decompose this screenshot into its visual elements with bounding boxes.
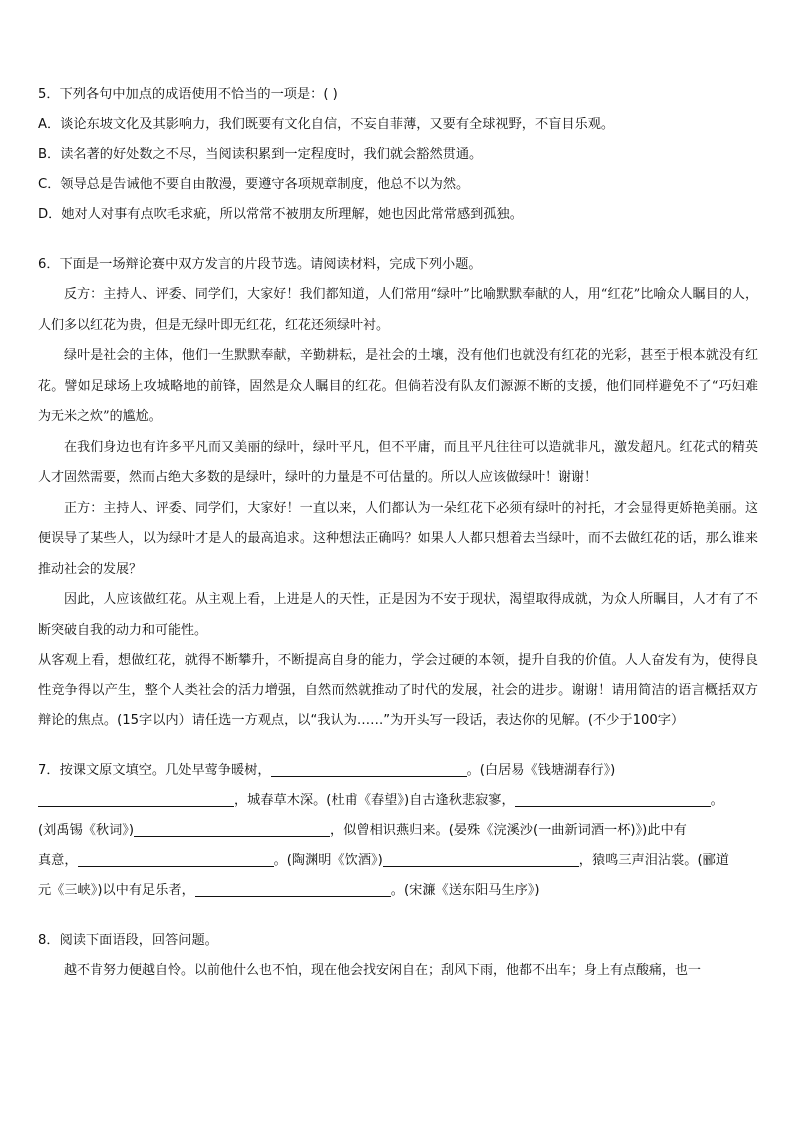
fill-text: ，似曾相识燕归来。(晏殊《浣溪沙(一曲新词酒一杯)》)此中有 xyxy=(330,823,687,838)
reading-para: 越不肯努力便越自怜。以前他什么也不怕，现在他会找安闲自在；刮风下雨，他都不出车；身上有点酸痛，也一 xyxy=(64,963,702,978)
question-6 xyxy=(38,250,758,736)
fill-text: 。(白居易《钱塘湖春行》) xyxy=(466,763,616,778)
fill-line-3 xyxy=(38,816,758,846)
fill-text: ，猿鸣三声泪沾裳。(郦道 xyxy=(578,853,729,868)
spacer xyxy=(38,736,758,756)
fill-text: ，城春草木深。(杜甫《春望》)自古逢秋悲寂寥， xyxy=(234,793,515,808)
fill-line-4 xyxy=(38,846,758,876)
fill-line-1 xyxy=(38,756,758,786)
answer-blank[interactable] xyxy=(383,850,579,867)
debate-para-3: 在我们身边也有许多平凡而又美丽的绿叶，绿叶平凡，但不平庸，而且平凡往往可以造就非凡，激发超凡。红花式的精英人才固然需要，然而占绝大多数的是绿叶，绿叶的力量是不可估量的。所以人应该做绿叶！谢谢！ xyxy=(38,439,758,485)
fill-line-5 xyxy=(38,876,758,906)
answer-blank[interactable] xyxy=(271,760,467,777)
spacer xyxy=(38,230,758,250)
fill-text: 7．按课文原文填空。几处早莺争暖树， xyxy=(38,763,271,778)
debate-para-4: 正方：主持人、评委、同学们，大家好！一直以来，人们都认为一朵红花下必须有绿叶的衬托，才会显得更娇艳美丽。这便误导了某些人，以为绿叶才是人的最高追求。这种想法正确吗？如果人人都只想着去当绿叶，而不去做红花的话，那么谁来推动社会的发展？ xyxy=(38,500,758,577)
answer-blank[interactable] xyxy=(38,790,234,807)
question-7 xyxy=(38,756,758,906)
option-b: B．读名著的好处数之不尽，当阅读积累到一定程度时，我们就会豁然贯通。 xyxy=(38,147,483,162)
question-8-stem: 8．阅读下面语段，回答问题。 xyxy=(38,933,218,948)
question-8 xyxy=(38,926,758,987)
fill-text: 。 xyxy=(710,793,724,808)
debate-para-2: 绿叶是社会的主体，他们一生默默奉献，辛勤耕耘，是社会的土壤，没有他们也就没有红花的光彩，甚至于根本就没有红花。譬如足球场上攻城略地的前锋，固然是众人瞩目的红花。但倘若没有队友们源源不断的支援，他们同样避免不了“巧妇难为无米之炊”的尴尬。 xyxy=(38,348,758,424)
exam-page xyxy=(38,80,758,987)
answer-blank[interactable] xyxy=(195,880,391,897)
option-d: D．她对人对事有点吹毛求疵，所以常常不被朋友所理解，她也因此常常感到孤独。 xyxy=(38,207,523,222)
question-6-stem: 6．下面是一场辩论赛中双方发言的片段节选。请阅读材料，完成下列小题。 xyxy=(38,257,482,272)
fill-text: 真意， xyxy=(38,853,78,868)
question-5-stem: 5．下列各句中加点的成语使用不恰当的一项是：( ) xyxy=(38,87,338,102)
fill-text: 元《三峡》)以中有足乐者， xyxy=(38,883,195,898)
fill-text: (刘禹锡《秋词》) xyxy=(38,823,135,838)
answer-blank[interactable] xyxy=(78,850,274,867)
option-c: C．领导总是告诫他不要自由散漫，要遵守各项规章制度，他总不以为然。 xyxy=(38,177,470,192)
debate-para-6: 从客观上看，想做红花，就得不断攀升，不断提高自身的能力，学会过硬的本领，提升自我的价值。人人奋发有为，使得良性竞争得以产生，整个人类社会的活力增强，自然而然就推动了时代的发展，社会的进步。谢谢！请用简洁的语言概括双方辩论的焦点。(15字以内）请任选一方观点，以“我认为……”为开头写一段话，表达你的见解。(不少于100字） xyxy=(38,653,758,728)
debate-para-5: 因此，人应该做红花。从主观上看，上进是人的天性，正是因为不安于现状，渴望取得成就，为众人所瞩目，人才有了不断突破自我的动力和可能性。 xyxy=(38,592,758,638)
spacer xyxy=(38,906,758,926)
question-5 xyxy=(38,80,758,230)
option-a: A．谈论东坡文化及其影响力，我们既要有文化自信，不妄自菲薄，又要有全球视野，不盲目乐观。 xyxy=(38,117,615,132)
answer-blank[interactable] xyxy=(515,790,711,807)
debate-para-1: 反方：主持人、评委、同学们，大家好！我们都知道，人们常用“绿叶”比喻默默奉献的人，用“红花”比喻众人瞩目的人，人们多以红花为贵，但是无绿叶即无红花，红花还须绿叶衬。 xyxy=(38,287,758,333)
fill-text: 。(陶渊明《饮酒》) xyxy=(273,853,383,868)
answer-blank[interactable] xyxy=(134,820,330,837)
fill-text: 。(宋濂《送东阳马生序》) xyxy=(390,883,540,898)
fill-line-2 xyxy=(38,786,758,816)
